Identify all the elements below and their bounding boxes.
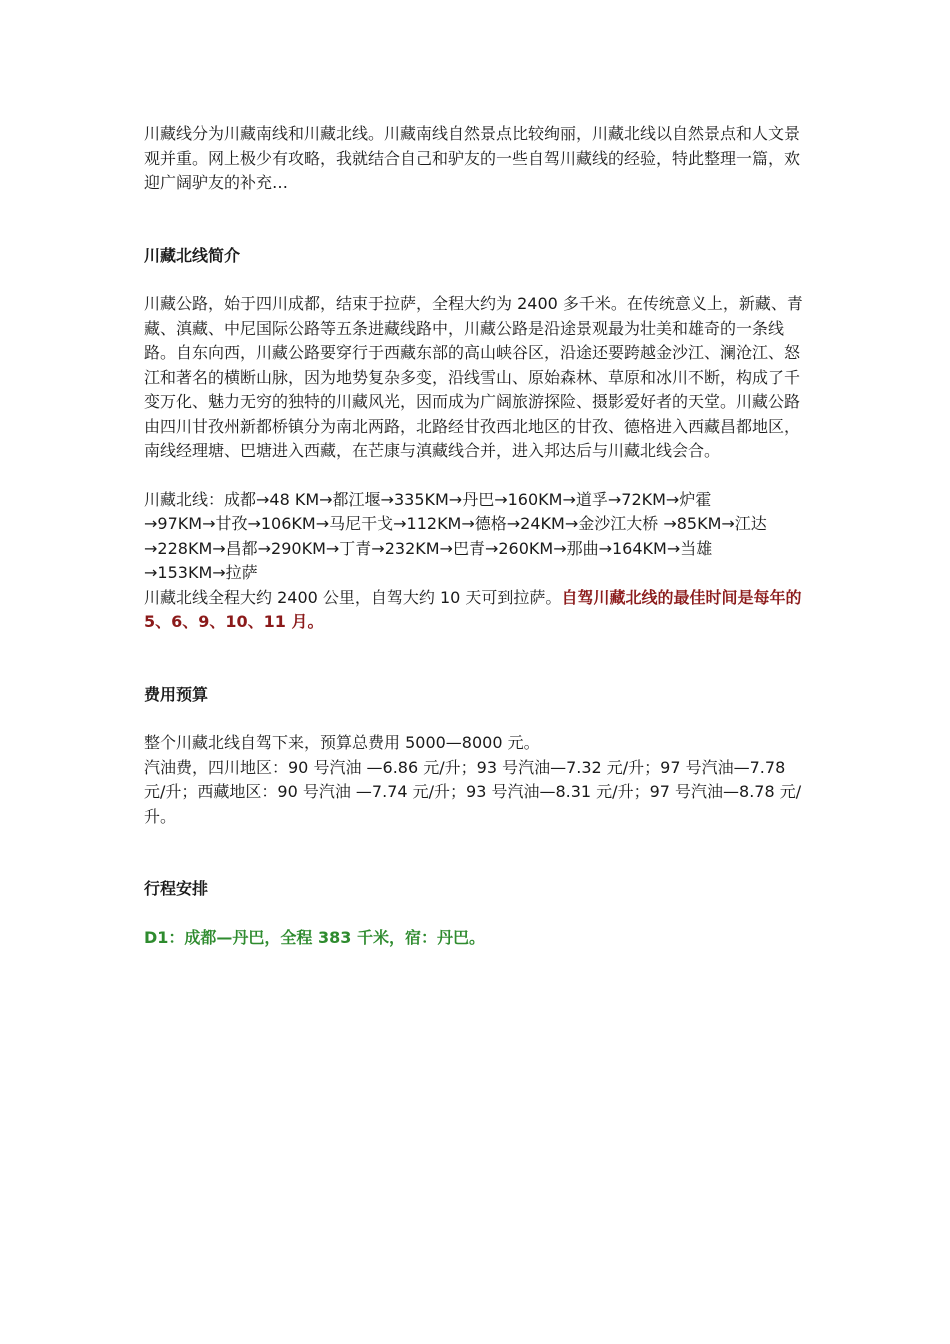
route-line: →97KM→甘孜→106KM→马尼干戈→112KM→德格→24KM→金沙江大桥 →85KM→江达→228KM→昌都→290KM→丁青→232KM→巴青→260KM→那曲→164KM→当雄 — [144, 514, 767, 558]
route-summary — [144, 586, 808, 635]
route-summary-text: 川藏北线全程大约 2400 公里，自驾大约 10 天可到拉萨。 — [144, 587, 562, 607]
route-line: →153KM→拉萨 — [144, 563, 258, 582]
budget-total: 整个川藏北线自驾下来，预算总费用 5000—8000 元。 — [144, 733, 540, 752]
route-list — [144, 488, 808, 586]
intro-paragraph: 川藏线分为川藏南线和川藏北线。川藏南线自然景点比较绚丽，川藏北线以自然景点和人文景观并重。网上极少有攻略，我就结合自己和驴友的一些自驾川藏线的经验，特此整理一篇，欢迎广阔驴友的补充… — [144, 124, 801, 192]
itinerary-day-1: D1：成都—丹巴，全程 383 千米，宿：丹巴。 — [144, 927, 485, 947]
document-page — [144, 122, 808, 950]
route-line: 川藏北线：成都→48 KM→都江堰→335KM→丹巴→160KM→道孚→72KM→炉霍 — [144, 489, 712, 509]
section-heading-budget: 费用预算 — [144, 684, 209, 704]
budget-block — [144, 731, 808, 829]
route-intro-paragraph: 川藏公路，始于四川成都，结束于拉萨，全程大约为 2400 多千米。在传统意义上，新藏、青藏、滇藏、中尼国际公路等五条进藏线路中，川藏公路是沿途景观最为壮美和雄奇的一条线路。自东向西，川藏公路要穿行于西藏东部的高山峡谷区，沿途还要跨越金沙江、澜沧江、怒江和著名的横断山脉，因为地势复杂多变，沿线雪山、原始森林、草原和冰川不断，构成了千变万化、魅力无穷的独特的川藏风光，因而成为广阔旅游探险、摄影爱好者的天堂。川藏公路由四川甘孜州新都桥镇分为南北两路，北路经甘孜西北地区的甘孜、德格进入西藏昌都地区，南线经理塘、巴塘进入西藏，在芒康与滇藏线合并，进入邦达后与川藏北线会合。 — [144, 294, 803, 460]
section-heading-route-intro: 川藏北线简介 — [144, 245, 241, 265]
best-time-highlight: 自驾川藏北线的最佳时间是每年的 5、6、9、10、11 月。 — [144, 587, 802, 631]
fuel-prices: 汽油费，四川地区：90 号汽油 —6.86 元/升；93 号汽油—7.32 元/升；97 号汽油—7.78 元/升；西藏地区：90 号汽油 —7.74 元/升；93 号汽油—8.31 元/升；97 号汽油—8.78 元/升。 — [144, 757, 802, 826]
section-heading-itinerary: 行程安排 — [144, 879, 209, 898]
